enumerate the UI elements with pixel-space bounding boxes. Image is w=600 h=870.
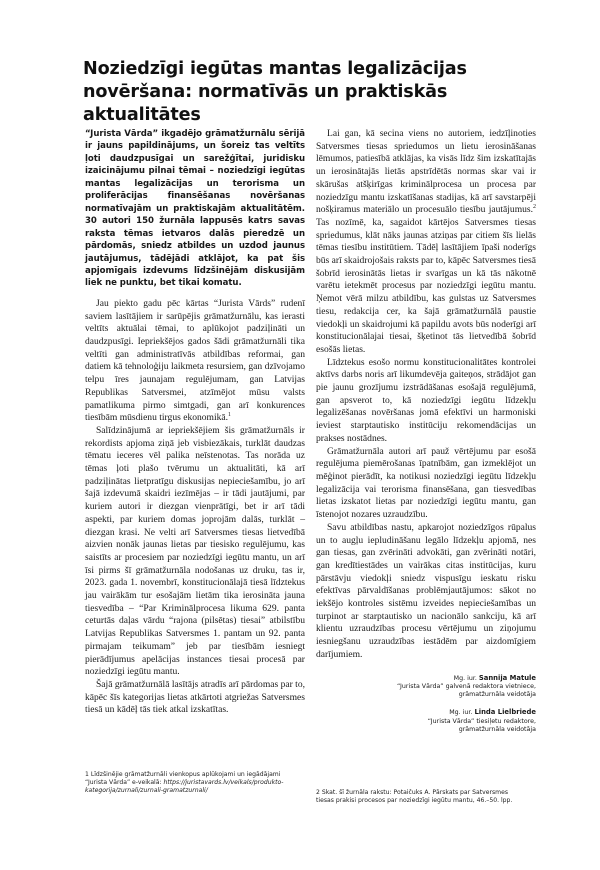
signature-title: Mg. iur. bbox=[449, 709, 473, 717]
left-column bbox=[85, 128, 305, 717]
body-paragraph bbox=[85, 679, 305, 717]
body-paragraph-text: Savu atbildības nastu, apkarojot noziedzīgos rūpalus un to augļu iepludināšanu legālo līdzekļu apjomā, nes gan tiesas, gan zvērināti advokāti, gan zvērināti notāri, gan kredītiestādes un vairākas citas institūcijas, kuru pārstāvju viedokļi sniedz vispusīgu ieskatu risku efektīvas pārvaldīšanas problēmjautājumos: sākot no iekšējo kontroles sistēmu izveides nepieciešamības un turpinot ar starptautisko un nacionālo sankciju, kā arī klientu uzraudzības procesu vērtējumu un ziņojumu iesniegšanu uzraudzības iestādēm par aizdomīgiem darījumiem. bbox=[316, 521, 536, 660]
body-paragraph bbox=[85, 298, 305, 425]
footnote bbox=[85, 771, 295, 796]
footnote-link[interactable]: https://juristavards.lv/veikals/produkto-kategorija/zurnali/zurnali-gramatzurnali/ bbox=[85, 779, 284, 795]
footnote-number: 2 bbox=[316, 789, 320, 796]
footnote-number: 1 bbox=[85, 771, 89, 778]
body-paragraph bbox=[85, 425, 305, 679]
body-paragraph-text: Jau piekto gadu pēc kārtas “Jurista Vārds” rudenī saviem lasītājiem ir sarūpējis grāmatžurnālu, kas ierasti veltīts aktuālai tēmai, to aplūkojot padziļināti un daudzpusīgi. Iepriekšējos gados šādi grāmatžurnāli tika veltīti gan administratīvās atbildības reformai, gan datiem kā tehnoloģiju laikmeta resursiem, gan dzīvojamo telpu īres jaunajam regulējumam, gan Latvijas Republikas Satversmei, atzīmējot mūsu valsts pamatlikuma pirmo simtgadi, gan arī konkurences tiesībām mūsdienu tirgus ekonomikā. bbox=[85, 297, 305, 424]
right-column bbox=[316, 128, 536, 734]
body-paragraph bbox=[316, 522, 536, 662]
body-paragraph-text: Līdztekus esošo normu konstitucionalitātes kontrolei aktīvs darbs noris arī likumdevēja gaiteņos, strādājot gan pie jaunu grozījumu izstrādāšanas esošajā regulējumā, gan apsverot to, kā noziedzīgi iegūtu līdzekļu legalizēšanas novēršanas jomā efektīvi un harmoniski ieviest starptautisko institūciju rekomendācijas un prakses nostādnes. bbox=[316, 356, 536, 444]
signature-role: “Jurista Vārda” tiesiļetu redaktore, bbox=[427, 717, 536, 725]
footnote-ref[interactable]: 2 bbox=[533, 204, 536, 211]
signature-role: “Jurista Vārda” galvenā redaktora vietniece, bbox=[396, 682, 536, 690]
signature-block bbox=[316, 674, 536, 700]
signature-block bbox=[316, 708, 536, 734]
body-paragraph bbox=[316, 128, 536, 357]
article-title: Noziedzīgi iegūtas mantas legalizācijas novēršana: normatīvās un praktiskās aktualitātes bbox=[83, 59, 467, 125]
footnote-text: Līdzšinējie grāmatžurnāli vienkopus aplūkojami un iegādājami “Jurista Vārda” e-veikalā: bbox=[85, 771, 281, 787]
footnote bbox=[316, 789, 526, 805]
signature-title: Mg. iur. bbox=[453, 674, 477, 682]
body-paragraph-text: Tas nozīmē, ka, sagaidot kārtējos Satversmes tiesas spriedumus, klāt nāks jaunas atziņas par citiem šīs lielās tēmas tiesību institūtiem. Tādēļ lasītājiem īpaši noderīgs būs arī skaidrojošais raksts par to, kāpēc Satversmes tiesā šobrīd ierosinātās lietas ir svarīgas un kā tās nākotnē varētu ietekmēt procesus par noziedzīgi iegūtu mantu. Ņemot vērā milzu atbildību, kas gulstas uz Satversmes tiesu, redakcija cer, ka šajā grāmatžurnālā paustie viedokļi un skaidrojumi kā papildu avots būs noderīgi arī konstitucionālajai tiesai, šķetinot tās lietvedībā šobrīd esošās lietas. bbox=[316, 216, 536, 355]
body-paragraph bbox=[316, 357, 536, 446]
signature-name: Sannija Matule bbox=[478, 673, 536, 682]
signature-name: Linda Lielbriede bbox=[474, 708, 536, 717]
body-paragraph-text: Šajā grāmatžurnālā lasītājs atradīs arī pārdomas par to, kāpēc šīs kategorijas lietas atkārtoti atgriežas Satversmes tiesā un kādēļ tās tiek atkal izskatītas. bbox=[85, 678, 305, 716]
signature-role: grāmatžurnāla veidotāja bbox=[458, 726, 536, 734]
body-paragraph-text: Salīdzinājumā ar iepriekšējiem šis grāmatžurnāls ir rekordists apjoma ziņā jeb visbiezākais, turklāt daudzas tēmatu ieceres vēl palika neīstenotas. Tas norāda uz tēmas ļoti plašo tvērumu un aktualitāti, kā arī padziļinātas lietpratīgu diskusijas nepieciešamību, jo arī šajā izdevumā skaidri iezīmējas – ir tādi jautājumi, par kuriem autori ir diezgan vienprātīgi, bet ir arī tādi aspekti, par kuriem domas joprojām dalās, turklāt – diezgan krasi. Ne velti arī Satversmes tiesas lietvedībā aizvien nonāk jaunas lietas par tiesisko regulējumu, kas saistīts ar procesiem par noziedzīgi iegūtu mantu, un arī īsi pirms šī grāmatžurnāla nodošanas uz druku, tas ir, 2023. gada 1. novembrī, konstitucionālajā tiesā līdztekus jau vairākām tur esošajām lietām tika ierosināta jauna tiesvedība – “Par Kriminālprocesa likuma 629. panta ceturtās daļas vārdu “rajona (pilsētas) tiesai” atbilstību Latvijas Republikas Satversmes 1. pantam un 92. panta pirmajam teikumam” jeb par tiesībām iesniegt pierādījumus apelācijas instances tiesai procesā par noziedzīgi iegūtu mantu. bbox=[85, 424, 305, 678]
body-paragraph-text: Grāmatžurnāla autori arī pauž vērtējumu par esošā regulējuma piemērošanas īpatnībām, gan izmeklējot un mēģinot pierādīt, ka notikusi noziedzīgi iegūtu līdzekļu legalizācija vai terorisma finansēšana, gan tiesvedības lietas izskatot lietas par noziedzīgi iegūtu mantu, gan īstenojot nozares uzraudzību. bbox=[316, 445, 536, 521]
body-paragraph bbox=[316, 446, 536, 522]
signature-role: grāmatžurnāla veidotāja bbox=[458, 691, 536, 699]
footnote-ref[interactable]: 1 bbox=[228, 412, 232, 419]
body-paragraph-text: Lai gan, kā secina viens no autoriem, iedzīļinoties Satversmes tiesas spriedumos un lietu ierosināšanas lēmumos, patiesībā atklājas, ka visās līdz šim izskatītajās un ierosinātajās lietās apstrīdētās normas skar vai ir skārušas atšķirīgas kriminālprocesa un procesa par noziedzīgu mantu izskatīšanas stadijas, kā arī savstarpēji nošķiramus materiālo un procesuālo tiesību jautājumus. bbox=[316, 128, 536, 216]
footnote-text: Skat. šī žurnāla rakstu: Potaičuks A. Pārskats par Satversmes tiesas prakisi procesos par noziedzīgi iegūtu mantu, 46.–50. lpp. bbox=[316, 789, 513, 805]
lead-paragraph: “Jurista Vārda” ikgadējo grāmatžurnālu sērijā ir jauns papildinājums, un šoreiz tas veltīts ļoti daudzpusīgai un sarežģītai, juridisku izaicinājumu pilnai tēmai – noziedzīgi iegūtas mantas legalizācijas un terorisma un proliferācijas finansēšanas novēršanas normatīvajām un praktiskajām aktualitātēm. 30 autori 150 žurnāla lappusēs katrs savas raksta tēmas ietvaros dalās pieredzē un pārdomās, sniedz atbildes un uzdod jaunus jautājumus, tādējādi atklājot, ka pat šis apjomīgais izdevums līdzšinējām diskusijām liek ne punktu, bet tikai komatu. bbox=[85, 129, 305, 289]
